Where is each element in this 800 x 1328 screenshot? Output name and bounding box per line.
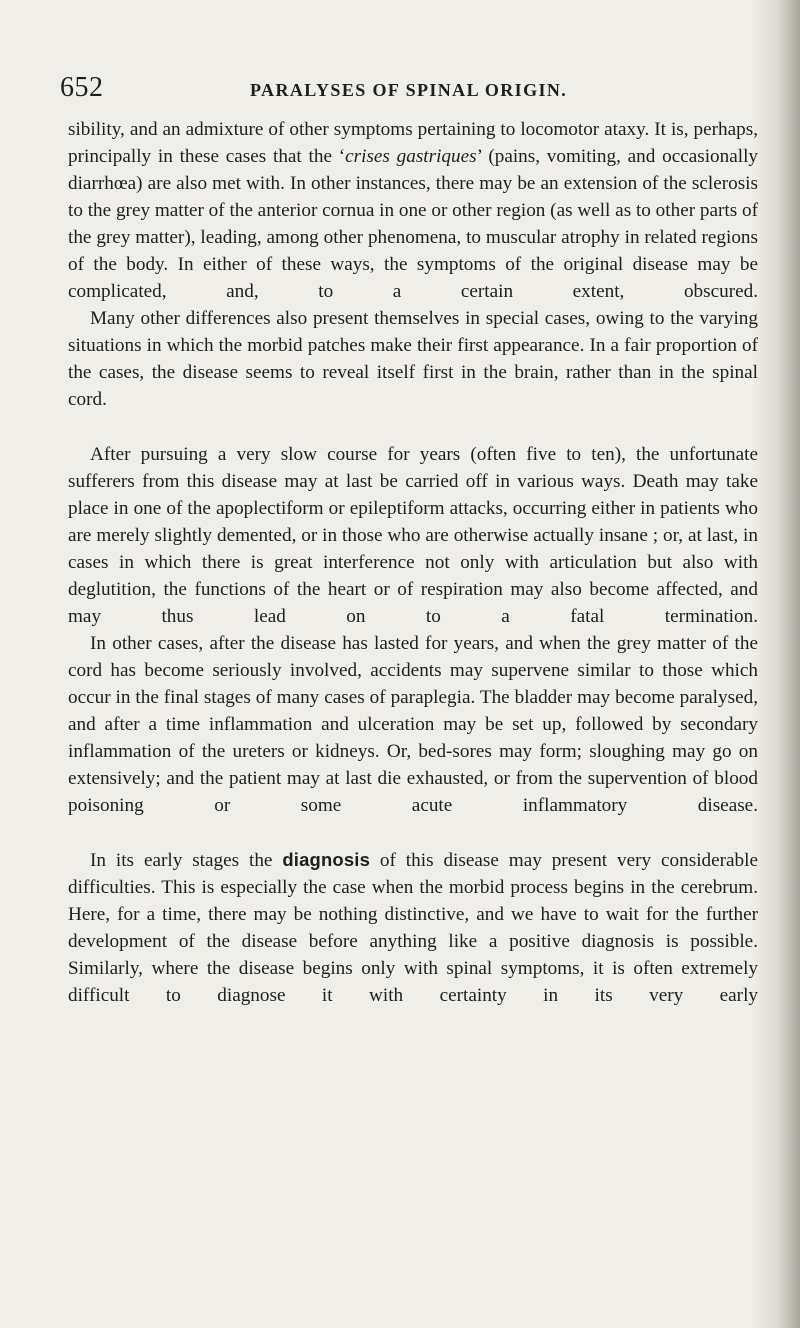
italic-term-crises-gastriques: crises gastriques (345, 146, 477, 168)
page-number: 652 (60, 72, 104, 103)
paragraph-1-after: ’ (pains, vomiting, and occasionally diarrhœa) are also met with. In other instances, there may be an extension of the sclerosis to the grey matter of the anterior cornua in one or other region (as well as to other parts of the grey matter), leading, among other phenomena, to muscular atrophy in related regions of the body. In either of these ways, the symptoms of the original disease may be complicated, and, to a certain extent, obscured. (68, 146, 758, 303)
paragraph-5-before: In its early stages the (90, 850, 283, 872)
paragraph-1 (68, 116, 758, 305)
paragraph-5-after: of this disease may present very considerable difficulties. This is especially the case when the morbid process begins in the cerebrum. Here, for a time, there may be nothing distinctive, and we have to wait for the further development of the disease before anything like a positive diagnosis is possible. Similarly, where the disease begins only with spinal symptoms, it is often extremely difficult to diagnose it with certainty in its very early (68, 850, 758, 1007)
paragraph-4: In other cases, after the disease has lasted for years, and when the grey matter of the cord has become seriously involved, accidents may supervene similar to those which occur in the final stages of many cases of paraplegia. The bladder may become paralysed, and after a time inflammation and ulceration may be set up, followed by secondary inflammation of the ureters or kidneys. Or, bed-sores may form; sloughing may go on extensively; and the patient may at last die exhausted, or from the supervention of blood poisoning or some acute inflammatory disease. (68, 632, 758, 817)
page-header (60, 72, 760, 112)
section-term-diagnosis: diagnosis (282, 849, 370, 871)
paragraph-3: After pursuing a very slow course for years (often five to ten), the unfortunate sufferers from this disease may at last be carried off in various ways. Death may take place in one of the apoplectiform or epileptiform attacks, occurring either in patients who are merely slightly demented, or in those who are otherwise actually insane ; or, at last, in cases in which there is great interference not only with articulation but also with deglutition, the functions of the heart or of respiration may also become affected, and may thus lead on to a fatal termination. (68, 443, 758, 627)
paragraph-5 (68, 846, 758, 1009)
paragraph-gap (68, 819, 758, 846)
body-text (68, 116, 758, 1009)
running-head: PARALYSES OF SPINAL ORIGIN. (250, 80, 568, 100)
page-edge-shadow (778, 0, 800, 1328)
paragraph-gap (68, 414, 758, 441)
paragraph-2: Many other differences also present themselves in special cases, owing to the varying situations in which the morbid patches make their first appearance. In a fair proportion of the cases, the disease seems to reveal itself first in the brain, rather than in the spinal cord. (68, 308, 758, 411)
paragraph-1-before: sibility, and an admixture of other symptoms pertaining to locomotor ataxy. It is, perhaps, principally in these cases that the ‘ (68, 119, 758, 168)
